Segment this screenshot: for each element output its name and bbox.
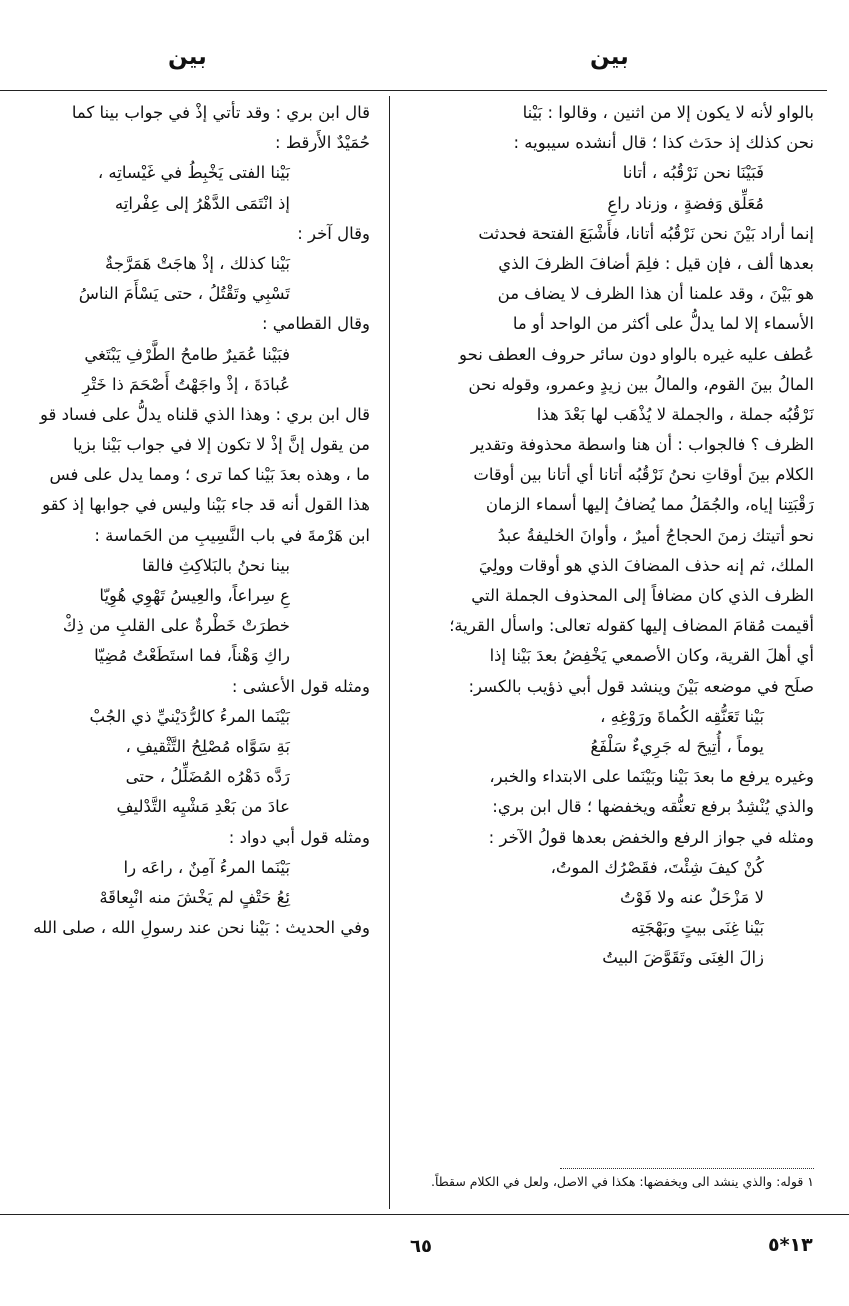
text-line: لا مَزْحَلٌ عنه ولا فَوْتُ (619, 887, 764, 907)
text-line: بَيْنَما المرءُ كالرُّدَيْنيِّ ذي الجُبْ (89, 706, 290, 726)
text-line: أي أهلَ القرية، وكان الأصمعي يَخْفِضُ بعدَ بَيْنا إذا (489, 646, 814, 666)
footnote-rule (560, 1168, 814, 1169)
text-line: بَيْنَما المرءُ آمِنٌ ، راعَه را (123, 857, 290, 877)
text-line: ومثله في جواز الرفع والخفض بعدها قولُ الآخر : (488, 827, 814, 847)
left-column (0, 98, 370, 943)
text-line: راكِ وَهْناً، فما استَطَعْتُ مُضِيّا (94, 646, 290, 666)
text-line: هذا القول أنه قد جاء بَيْنا وليس في جوابها إذ كقو (42, 495, 370, 515)
text-line: إذ انْتَمَى الدَّهْرُ إلى عِفْراتِه (114, 193, 290, 213)
text-line: رَقْبَتِنا إياه، والجُمَلُ مما يُضافُ إليها أسماء الزمان (485, 495, 814, 515)
text-line: عُبادَةَ ، إذْ واجَهْتُ أَصْحَمَ ذا خَتْرِ (82, 374, 290, 394)
text-line: الظرف ؟ فالجواب : أن هنا واسطة محذوفة وتقدير (470, 435, 814, 455)
text-line: يوماً ، أُتِيحَ له جَرِيءٌ سَلْفَعُ (590, 736, 764, 756)
top-rule (0, 90, 827, 91)
text-line: نحو أتيتك زمنَ الحجاجُ أميرٌ ، وأوانَ الخليفةُ عبدُ (497, 525, 814, 545)
text-line: الظرف الذي كان مضافاً إلى المحذوف الجملة التي (471, 586, 814, 605)
right-column (398, 98, 814, 973)
text-line: وقال آخر : (297, 223, 370, 243)
text-line: الملك، ثم إنه حذف المضافَ الذي هو أوقات وولِيَ (478, 555, 814, 575)
text-line: الأسماء إلا لما يدلُّ على أكثر من الواحد أو ما (512, 314, 814, 334)
text-line: الكلام بينَ أوقاتِ نحنُ نَرْقُبُه أتانا أي أتانا بين أوقات (473, 465, 814, 485)
text-line: رَدَّه دَهْرُه المُضَلِّلُ ، حتى (125, 767, 290, 787)
text-line: قال ابن بري : وقد تأتي إذْ في جواب بينا كما (71, 103, 370, 122)
text-line: وغيره يرفع ما بعدَ بَيْنا وبَيْنَما على الابتداء والخبر، (489, 767, 814, 787)
text-line: ئِعُ حَتْفٍ لم يَخْشَ منه انْبِعاقَهْ (99, 887, 290, 907)
text-line: بَيْنا تَعَنُّقِه الكُماةَ ورَوْغِهِ ، (600, 706, 764, 726)
text-line: وفي الحديث : بَيْنا نحن عند رسولِ الله ، صلى الله (33, 918, 370, 938)
text-line: المالُ بينَ القوم، والمالُ بين زيدٍ وعمرو، وقوله نحن (468, 374, 814, 394)
text-line: عِ سِراعاً، والعِيسُ تَهْوِي هُوِيّا (99, 586, 290, 605)
text-line: أقيمت مُقامَ المضاف إليها كقوله تعالى: واسأل القرية؛ (449, 616, 814, 636)
text-line: بَةِ سَوَّاه مُصْلِحُ التَّثْقيفِ ، (125, 736, 290, 756)
signature-mark: ١٣*٥ (768, 1234, 813, 1256)
footnote: ١ قوله: والذي ينشد الى ويخفضها: هكذا في الاصل، ولعل في الكلام سقطاً. (430, 1174, 814, 1189)
text-line: والذي يُنْشِدُ برفع تعنُّقه ويخفضها ؛ قال ابن بري: (492, 797, 814, 817)
text-line: زالَ الغِنَى وتَقَوَّضَ البيتُ (602, 948, 764, 968)
text-line: فَبَيْنَا نحن نَرْقُبُه ، أتانا (622, 163, 764, 183)
text-line: وقال القطامي : (261, 314, 370, 334)
text-line: صلَح في موضعه بَيْنَ وينشد قول أبي ذؤيب بالكسر: (468, 676, 814, 696)
left-header-word: بين (168, 44, 207, 70)
text-line: كُنْ كيفَ شِئْتَ، فقَصْرُك الموتُ، (550, 857, 764, 877)
text-line: بَيْنا الفتى يَخْبِطُ في غَيْساتِه ، (97, 163, 290, 183)
text-line: بالواو لأنه لا يكون إلا من اثنين ، وقالوا : بَيْنا (522, 103, 814, 122)
text-line: من يقول إنَّ إذْ لا تكون إلا في جواب بَيْنا بزيا (72, 435, 370, 455)
text-line: هو بَيْنَ ، وقد علمنا أن هذا الظرف لا يضاف من (497, 284, 814, 304)
text-line: عُطف عليه غيره بالواو دون سائر حروف العطف نحو (459, 344, 814, 364)
right-header-word: بين (590, 44, 629, 70)
text-line: فبَيْنا عُمَيرٌ طامحُ الطَّرْفِ يَبْتَغي (84, 344, 290, 364)
text-line: مُعَلِّق وَفضةٍ ، وزناد راعِ (607, 193, 764, 213)
text-line: بعدها ألف ، فإن قيل : فلِمَ أضافَ الظرفَ الذي (498, 253, 814, 273)
bottom-rule (0, 1214, 849, 1215)
text-line: قال ابن بري : وهذا الذي قلناه يدلُّ على فساد قو (39, 404, 370, 424)
text-line: ومثله قول الأعشى : (231, 676, 370, 696)
text-line: عادَ من بَعْدِ مَشْيِه التَّدْليفِ (116, 797, 290, 817)
text-line: خطرَتْ خَطْرةٌ على القلبِ من ذِكْ (62, 616, 290, 636)
text-line: نحن كذلك إذ حدَث كذا ؛ قال أنشده سيبويه : (513, 133, 814, 153)
page-number: ٦٥ (410, 1236, 432, 1257)
text-line: ما ، وهذه بعدَ بَيْنا كما ترى ؛ ومما يدل على فس (49, 465, 370, 485)
text-line: تَسْبِي وتَقْتُلُ ، حتى يَسْأَمَ الناسُ (78, 284, 290, 304)
text-line: نَرْقُبُه جملة ، والجملة لا يُذْهَب لها بَعْدَ هذا (536, 404, 814, 424)
text-line: إنما أراد بَيْنَ نحن نَرْقُبُه أتانا، فأَشْبَعَ الفتحة فحدثت (478, 223, 814, 243)
text-line: بينا نحنُ بالبَلاكِثِ فالقا (142, 555, 290, 575)
text-line: بَيْنا غِنَى بيتٍ وبَهْجَتِه (630, 918, 764, 938)
text-line: ومثله قول أبي دواد : (228, 827, 370, 847)
column-divider (389, 96, 390, 1209)
text-line: ابن هَرْمةَ في باب النَّسِيبِ من الحَماسة : (94, 525, 370, 545)
text-line: بَيْنا كذلك ، إذْ هاجَتْ هَمَرَّجةٌ (104, 253, 290, 273)
text-line: حُمَيْدٌ الأَرقط : (275, 133, 370, 153)
